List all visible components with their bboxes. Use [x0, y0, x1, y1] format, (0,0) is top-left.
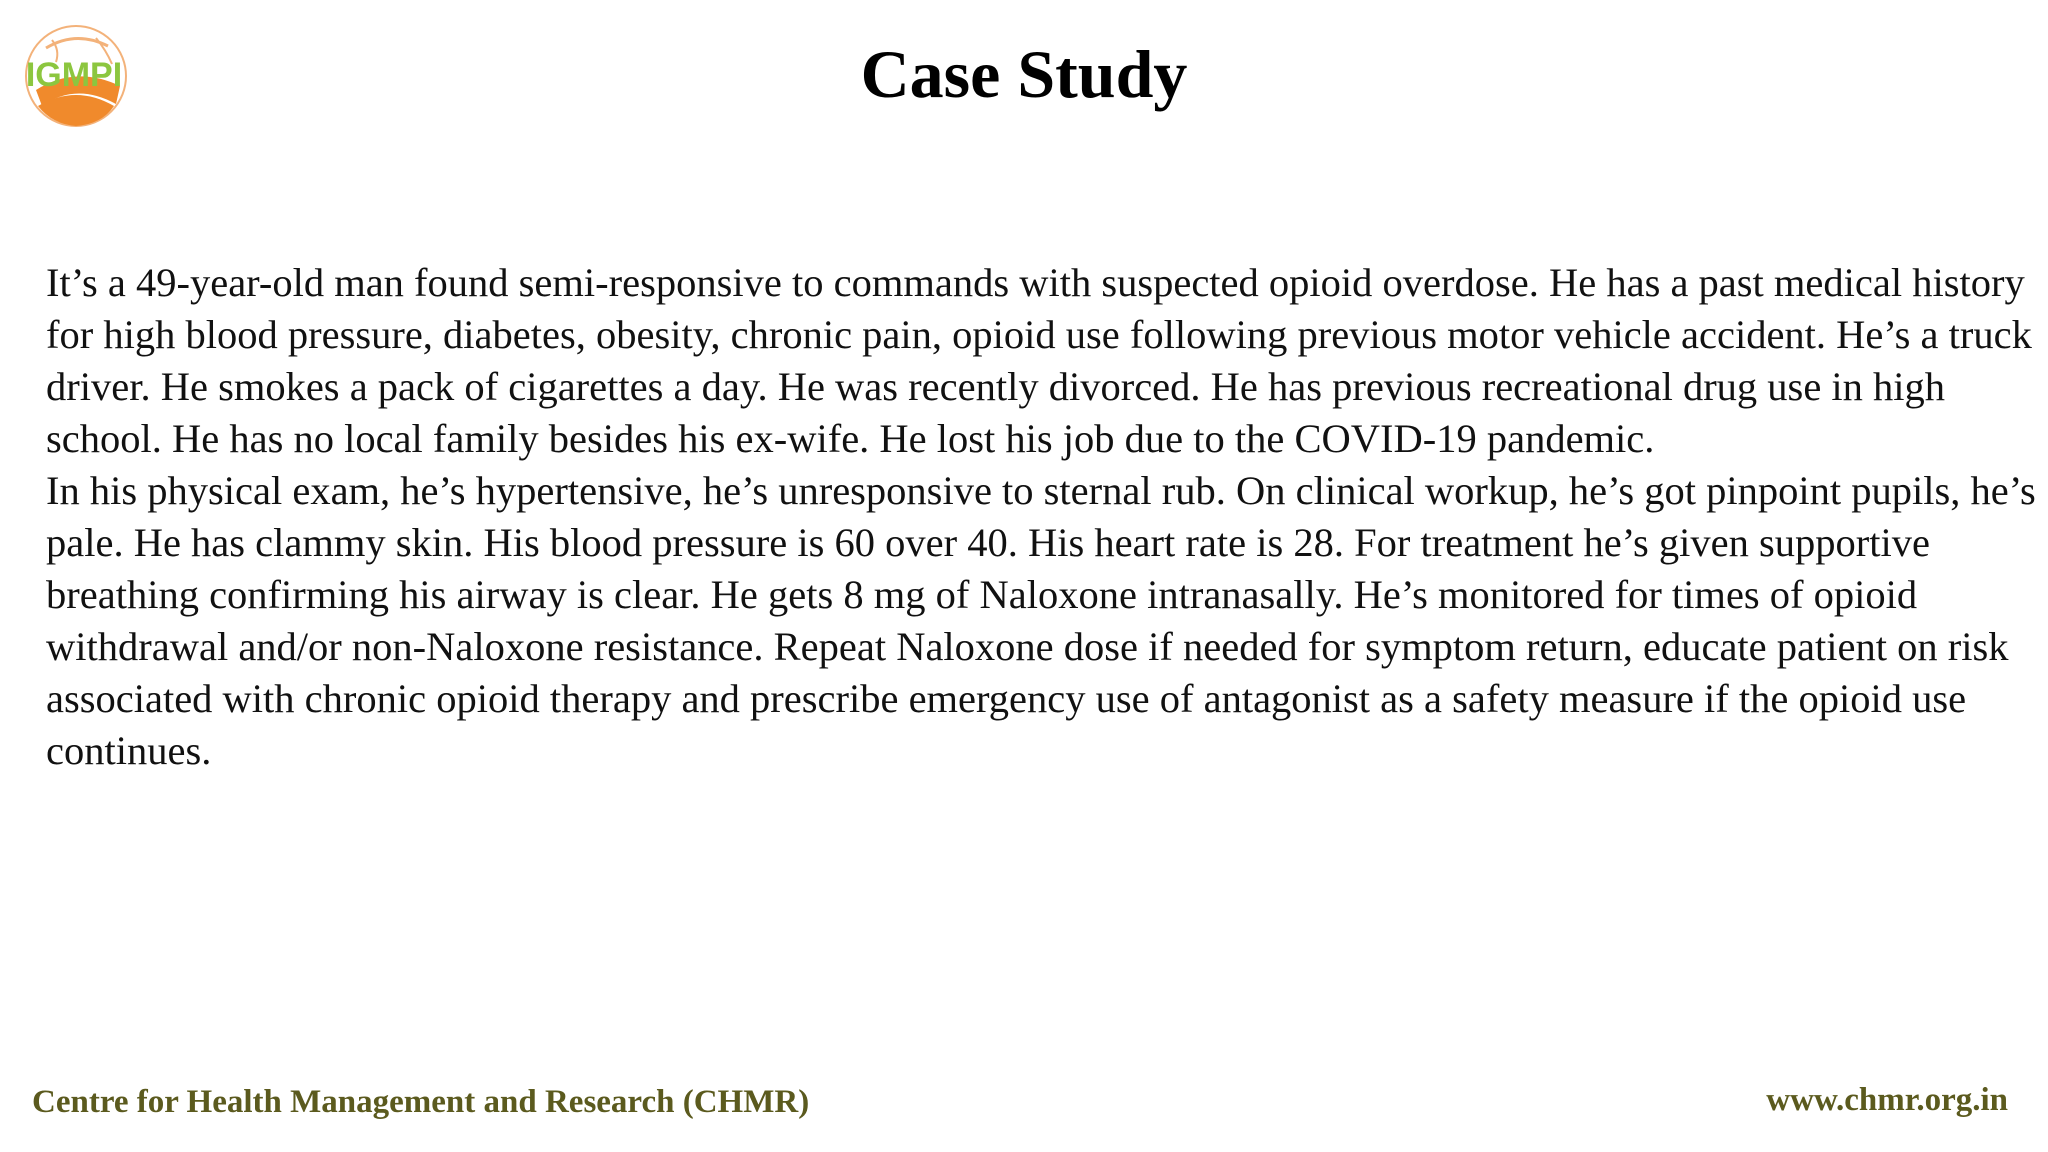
case-study-body: [46, 257, 2036, 777]
slide-title: Case Study: [860, 36, 1188, 112]
footer-website: www.chmr.org.in: [1766, 1082, 2008, 1118]
footer-organization: Centre for Health Management and Research (CHMR): [32, 1084, 810, 1120]
case-history-paragraph: It’s a 49-year-old man found semi-responsive to commands with suspected opioid overdose. He has a past medical history for high blood pressure, diabetes, obesity, chronic pain, opioid use following previous motor vehicle accident. He’s a truck driver. He smokes a pack of cigarettes a day. He was recently divorced. He has previous recreational drug use in high school. He has no local family besides his ex-wife. He lost his job due to the COVID-19 pandemic.: [46, 260, 2032, 461]
logo-wordmark: IGMPI: [25, 56, 123, 94]
case-treatment-paragraph: In his physical exam, he’s hypertensive, he’s unresponsive to sternal rub. On clinical workup, he’s got pinpoint pupils, he’s pale. He has clammy skin. His blood pressure is 60 over 40. His heart rate is 28. For treatment he’s given supportive breathing confirming his airway is clear. He gets 8 mg of Naloxone intranasally. He’s monitored for times of opioid withdrawal and/or non-Naloxone resistance. Repeat Naloxone dose if needed for symptom return, educate patient on risk associated with chronic opioid therapy and prescribe emergency use of antagonist as a safety measure if the opioid use continues.: [46, 468, 2036, 773]
